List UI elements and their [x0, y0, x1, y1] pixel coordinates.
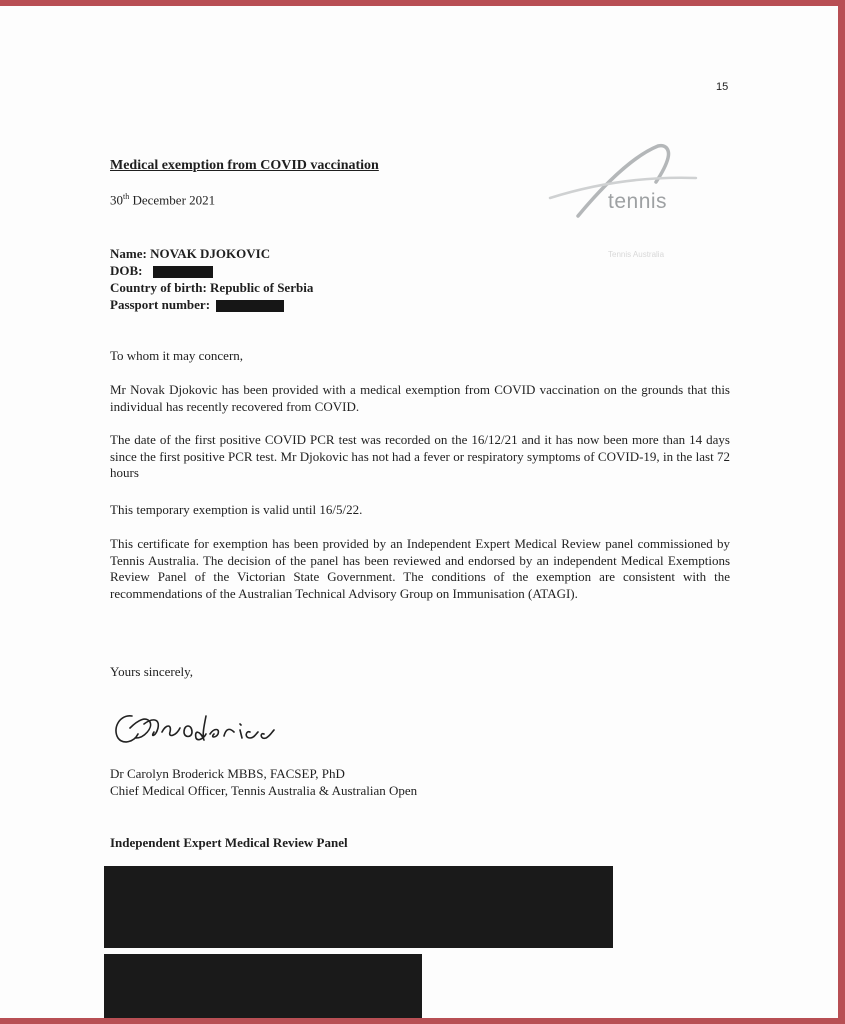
signatory-name: Dr Carolyn Broderick MBBS, FACSEP, PhD: [110, 766, 345, 781]
country-line: Country of birth: Republic of Serbia: [110, 280, 314, 295]
name-line: Name: NOVAK DJOKOVIC: [110, 246, 271, 261]
country-value: Republic of Serbia: [210, 280, 314, 295]
letter-date: 30th December 2021: [110, 192, 216, 208]
name-value: NOVAK DJOKOVIC: [150, 246, 271, 261]
signature: [110, 698, 320, 752]
passport-redaction: [216, 300, 284, 312]
paragraph-1: Mr Novak Djokovic has been provided with a medical exemption from COVID vaccination on the grounds that this individual has recently recovered from COVID.: [110, 382, 730, 414]
logo-wordmark: tennis: [608, 190, 668, 213]
paragraph-4: This certificate for exemption has been provided by an Independent Expert Medical Review panel commissioned by Tennis Australia. The decision of the panel has been reviewed and endorsed by an independent Medical Exemptions Review Panel of the Victorian State Government. The conditions of the exemption are consistent with the recommendations of the Australian Technical Advisory Group on Immunisation (ATAGI).: [110, 536, 730, 601]
passport-line: Passport number:: [110, 297, 284, 313]
logo-subtext: Tennis Australia: [608, 250, 665, 259]
salutation: To whom it may concern,: [110, 348, 244, 363]
panel-redaction-2: [104, 954, 422, 1018]
panel-heading: Independent Expert Medical Review Panel: [110, 835, 348, 850]
dob-redaction: [153, 266, 213, 278]
dob-line: DOB:: [110, 263, 213, 279]
document-page: [0, 6, 838, 1018]
paragraph-3: This temporary exemption is valid until 16/5/22.: [110, 502, 363, 517]
paragraph-2: The date of the first positive COVID PCR test was recorded on the 16/12/21 and it has now been more than 14 days since the first positive PCR test. Mr Djokovic has not had a fever or respiratory symptoms of COVID-19, in the last 72 hours: [110, 432, 730, 480]
panel-redaction-1: [104, 866, 613, 948]
signatory-role: Chief Medical Officer, Tennis Australia & Australian Open: [110, 783, 418, 798]
closing: Yours sincerely,: [110, 664, 194, 679]
page-number: 15: [716, 81, 729, 93]
document-title: Medical exemption from COVID vaccination: [110, 158, 379, 173]
